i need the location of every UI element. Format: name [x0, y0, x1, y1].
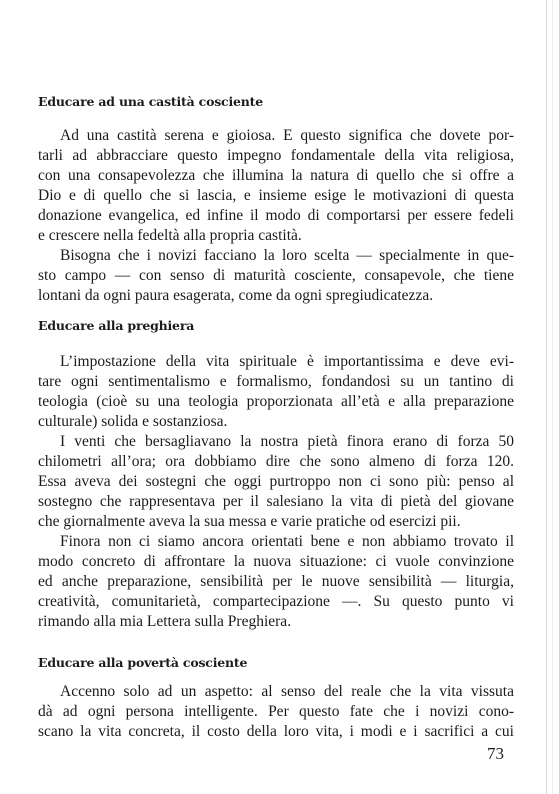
paragraph-line: rimando alla mia Lettera sulla Preghiera.	[38, 613, 292, 630]
paragraph-line: culturale) solida e sostanziosa.	[38, 413, 228, 430]
section-heading-castita: Educare ad una castità cosciente	[38, 94, 263, 109]
paragraph-line: L’impostazione della vita spirituale è importantissima e deve evi-	[60, 353, 514, 370]
paragraph-line: I venti che bersagliavano la nostra pietà finora erano di forza 50	[60, 433, 514, 450]
paragraph-line: dà ad ogni persona intelligente. Per questo fate che i novizi cono-	[38, 703, 514, 720]
paragraph-line: sostegno che rappresentava per il salesiano la vita di pietà del giovane	[38, 493, 514, 510]
paragraph-line: Dio e di quello che si lascia, e insieme esige le motivazioni di questa	[38, 187, 514, 204]
paragraph-line: Accenno solo ad un aspetto: al senso del reale che la vita vissuta	[60, 683, 514, 700]
paragraph-line: e crescere nella fedeltà alla propria castità.	[38, 227, 302, 244]
paragraph-line: creatività, comunitarietà, compartecipazione —. Su questo punto vi	[38, 593, 514, 610]
paragraph-line: ed anche preparazione, sensibilità per le nuove sensibilità — liturgia,	[38, 573, 514, 590]
section-heading-poverta: Educare alla povertà cosciente	[38, 655, 248, 670]
paragraph-line: donazione evangelica, ed infine il modo di comportarsi per essere fedeli	[38, 207, 514, 224]
page-number: 73	[487, 744, 504, 763]
paragraph-line: sto campo — con senso di maturità cosciente, consapevole, che tiene	[38, 267, 514, 284]
page-edge-line	[546, 0, 547, 794]
paragraph-line: tarli ad abbracciare questo impegno fondamentale della vita religiosa,	[38, 147, 514, 164]
paragraph-line: chilometri all’ora; ora dobbiamo dire che sono almeno di forza 120.	[38, 453, 514, 470]
paragraph-line: che giornalmente aveva la sua messa e varie pratiche od esercizi pii.	[38, 513, 461, 530]
section-heading-preghiera: Educare alla preghiera	[38, 318, 195, 333]
paragraph-line: Ad una castità serena e gioiosa. E questo significa che dovete por-	[60, 127, 514, 144]
paragraph-line: Finora non ci siamo ancora orientati bene e non abbiamo trovato il	[60, 533, 514, 550]
paragraph-line: Essa aveva dei sostegni che oggi purtroppo non ci sono più: penso al	[38, 473, 514, 490]
paragraph-line: scano la vita concreta, il costo della loro vita, i modi e i sacrifici a cui	[38, 723, 514, 740]
paragraph-line: tare ogni sentimentalismo e formalismo, fondandosi su un tantino di	[38, 373, 514, 390]
paragraph-line: lontani da ogni paura esagerata, come da ogni spregiudicatezza.	[38, 287, 434, 304]
page-edge-line-outer	[552, 0, 553, 794]
paragraph-line: modo concreto di affrontare la nuova situazione: ci vuole convinzione	[38, 553, 514, 570]
paragraph-line: teologia (cioè su una teologia proporzionata all’età e alla preparazione	[38, 393, 514, 410]
paragraph-line: Bisogna che i novizi facciano la loro scelta — specialmente in que-	[60, 247, 514, 264]
paragraph-line: con una consapevolezza che illumina la natura di quello che si offre a	[38, 167, 514, 184]
